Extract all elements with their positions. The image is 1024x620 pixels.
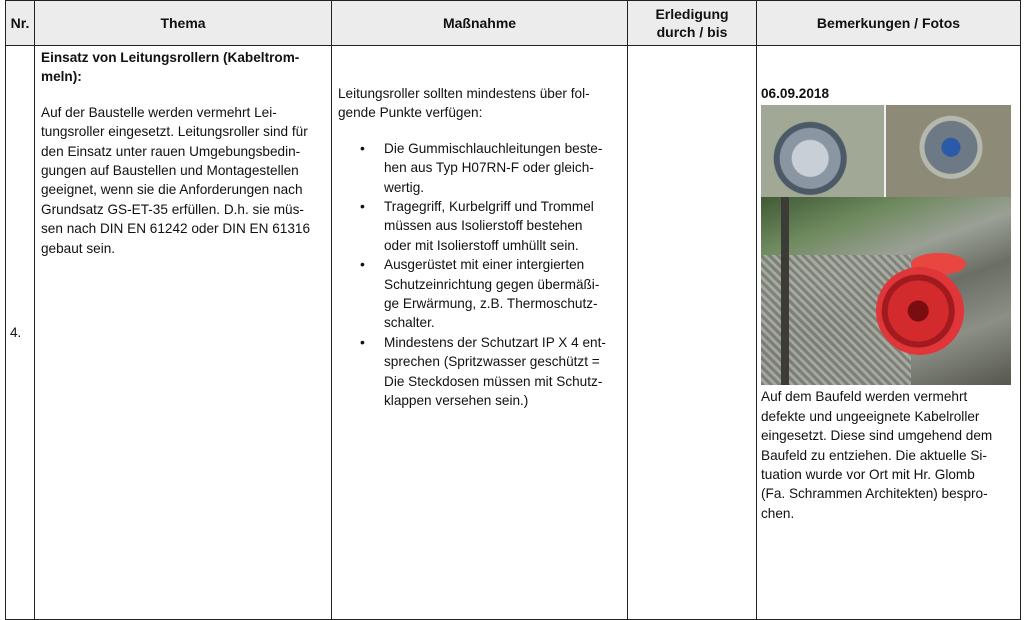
massnahme-intro: Leitungsroller sollten mindestens über fol- gende Punkte verfügen: [338,86,590,121]
header-bemerkungen: Bemerkungen / Fotos [757,1,1021,46]
header-erledigung: Erledigung durch / bis [628,1,757,46]
row-number: 4. [6,46,35,620]
photo-cable-reel-closeup-left [761,105,884,197]
photo-red-cable-reel [876,267,964,355]
thema-title: Einsatz von Leitungsrollern (Kabeltrom- meln): [41,50,300,85]
list-item: • Mindestens der Schutzart IP X 4 ent- sprechen (Spritzwasser geschützt = Die Steckdosen müssen mit Schutz- klappen versehen sein.) [384,333,621,411]
header-nr: Nr. [6,1,35,46]
massnahme-cell [332,46,628,620]
header-thema: Thema [35,1,332,46]
photo-rail [781,197,789,385]
photo-cable-reel-closeup-right [886,105,1011,197]
thema-text: Auf der Baustelle werden vermehrt Lei- tungsroller eingesetzt. Leitungsroller sind für den Einsatz unter rauen Umgebungsbedin- gungen auf Baustellen und Montagestellen geeignet, wenn sie die Anforderungen nach Grundsatz GS-ET-35 erfüllen. D.h. sie müs- sen nach DIN EN 61242 oder DIN EN 61316 gebaut sein. [41,104,311,256]
bemerkung-text: Auf dem Baufeld werden vermehrt defekte und ungeeignete Kabelroller eingesetzt. Diese sind umgehend dem Baufeld zu entziehen. Die aktuelle Si- tuation wurde vor Ort mit Hr. Glomb (Fa. Schrammen Architekten) bespro- chen. [761,389,993,521]
table-row [6,46,1021,620]
erledigung-cell [628,46,757,620]
massnahme-list [338,139,621,411]
list-item: • Die Gummischlauchleitungen beste- hen aus Typ H07RN-F oder gleich- wertig. [384,139,621,197]
bemerkung-date: 06.09.2018 [761,86,830,101]
bemerkungen-cell [757,46,1021,620]
site-photo [761,105,1011,385]
list-item: • Ausgerüstet mit einer intergierten Schutzeinrichtung gegen übermäßi- ge Erwärmung, z.B. Thermoschutz- schalter. [384,255,621,333]
list-item: • Tragegriff, Kurbelgriff und Trommel müssen aus Isolierstoff bestehen oder mit Isolierstoff umhüllt sein. [384,197,621,255]
header-massnahme: Maßnahme [332,1,628,46]
header-row [6,1,1021,46]
protocol-table [5,0,1021,620]
thema-cell [35,46,332,620]
